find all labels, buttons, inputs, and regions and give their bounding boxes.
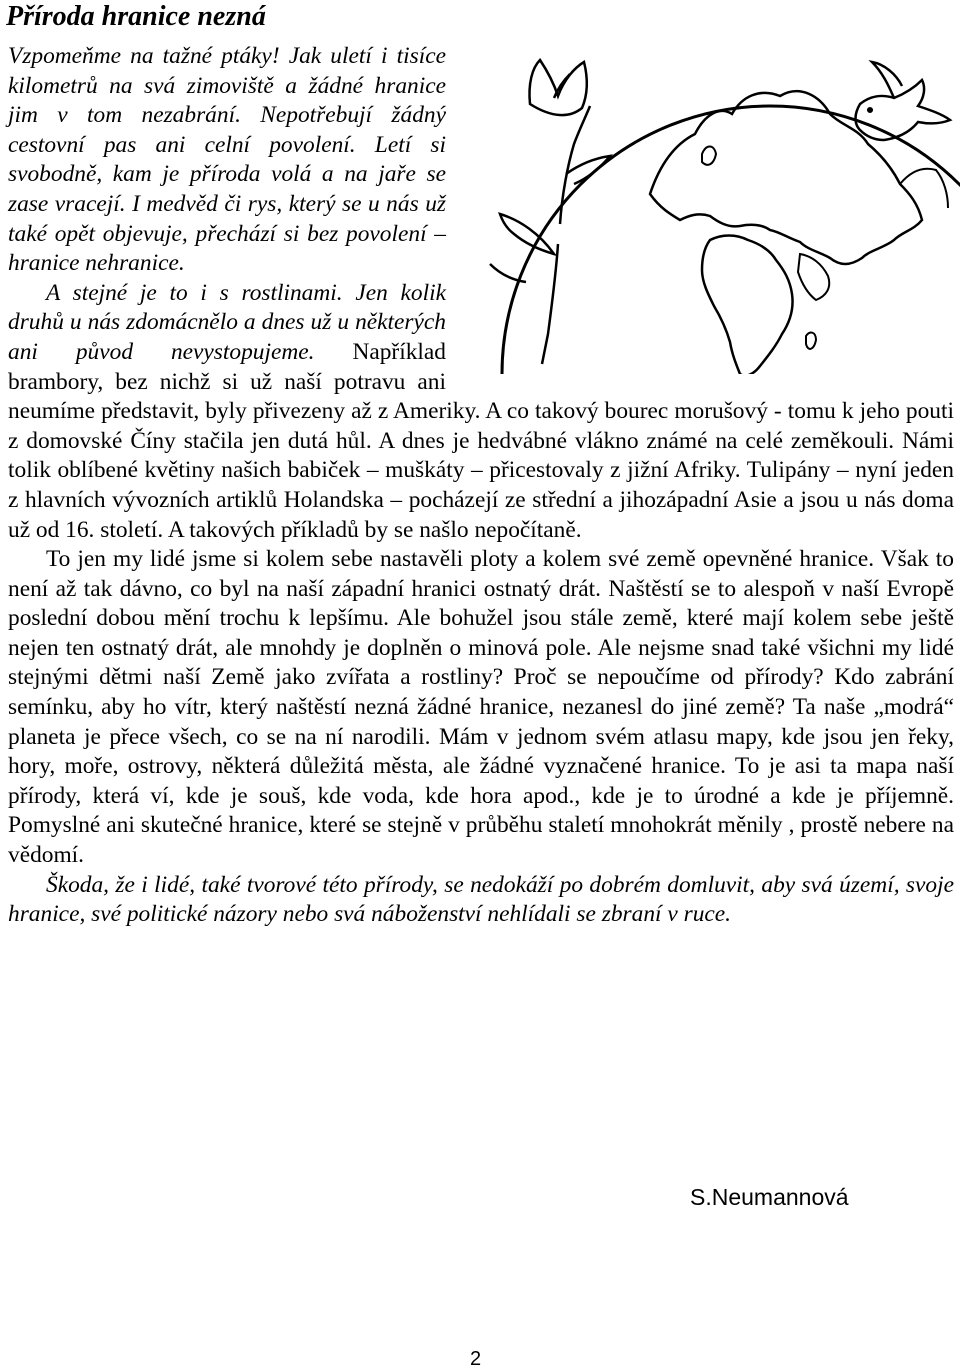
author-signature: S.Neumannová [690,1184,849,1210]
paragraph-2-italic: A stejné je to i s rostlinami. Jen kolik druhů u nás zdomácnělo a dnes už u některých ani původ nevystopujeme. [8,279,446,365]
illustration-space [446,42,954,376]
article-title: Příroda hranice nezná [6,1,266,32]
paragraph-2-rest: Například brambory, bez nichž si už naší potravu ani neumíme představit, byly přivezeny až z Ameriky. A co takový bourec morušový - tomu k jeho pouti z domovské Číny stačila jen dutá hůl. A dnes je hedvábné vlákno známé na celé zeměkouli. Námi tolik oblíbené květiny našich babiček – muškáty – přicestovaly z jižní Afriky. Tulipány – nyní jeden z hlavních vývozních artiklů Holandska – pocházejí ze střední a jihozápadní Asie a jsou u nás doma už od 16. století. A takových příkladů by se našlo nepočítaně. [8,338,954,543]
article-body [8,42,954,930]
paragraph-3: To jen my lidé jsme si kolem sebe nastavěli ploty a kolem své země opevněné hranice. Však to není až tak dávno, co byl na naší západní hranici ostnatý drát. Naštěstí se to alespoň v naší Evropě poslední dobou mění trochu k lepšímu. Ale bohužel jsou stále země, které mají kolem sebe ještě nejen ten ostnatý drát, ale mnohdy je doplněn o minová pole. Ale nejsme snad také všichni my lidé stejnými dětmi naší Země jako zvířata a rostliny? Proč se nepoučíme od přírody? Kdo zabrání semínku, aby ho vítr, který naštěstí nezná žádné hranice, nezanesl do jiné země? Ta naše „modrá“ planeta je přece všech, co se na ní narodili. Mám v jednom svém atlasu mapy, kde jsou jen řeky, hory, moře, ostrovy, některá důležitá města, ale žádné vyznačené hranice. To je asi ta mapa naší přírody, která ví, kde je souš, kde voda, kde hora apod., kde je to úrodné a kde je příjemně. Pomyslné ani skutečné hranice, které se stejně v průběhu staletí mnohokrát měnily , prostě nebere na vědomí. [8,546,954,869]
page-number: 2 [470,1348,482,1370]
paragraph-1: Vzpomeňme na tažné ptáky! Jak uletí i tisíce kilometrů na svá zimoviště a žádné hranice jim v tom nezabrání. Nepotřebují žádný cestovní pas ani celní povolení. Letí si svobodně, kam je příroda volá a na jaře se zase vracejí. I medvěd či rys, který se u nás už také opět objevuje, přechází si bez povolení – hranice nehranice. [8,43,446,277]
paragraph-4: Škoda, že i lidé, také tvorové této přírody, se nedokáží po dobrém domluvit, aby svá území, svoje hranice, své politické názory nebo svá náboženství nehlídali se zbraní v ruce. [8,871,954,928]
